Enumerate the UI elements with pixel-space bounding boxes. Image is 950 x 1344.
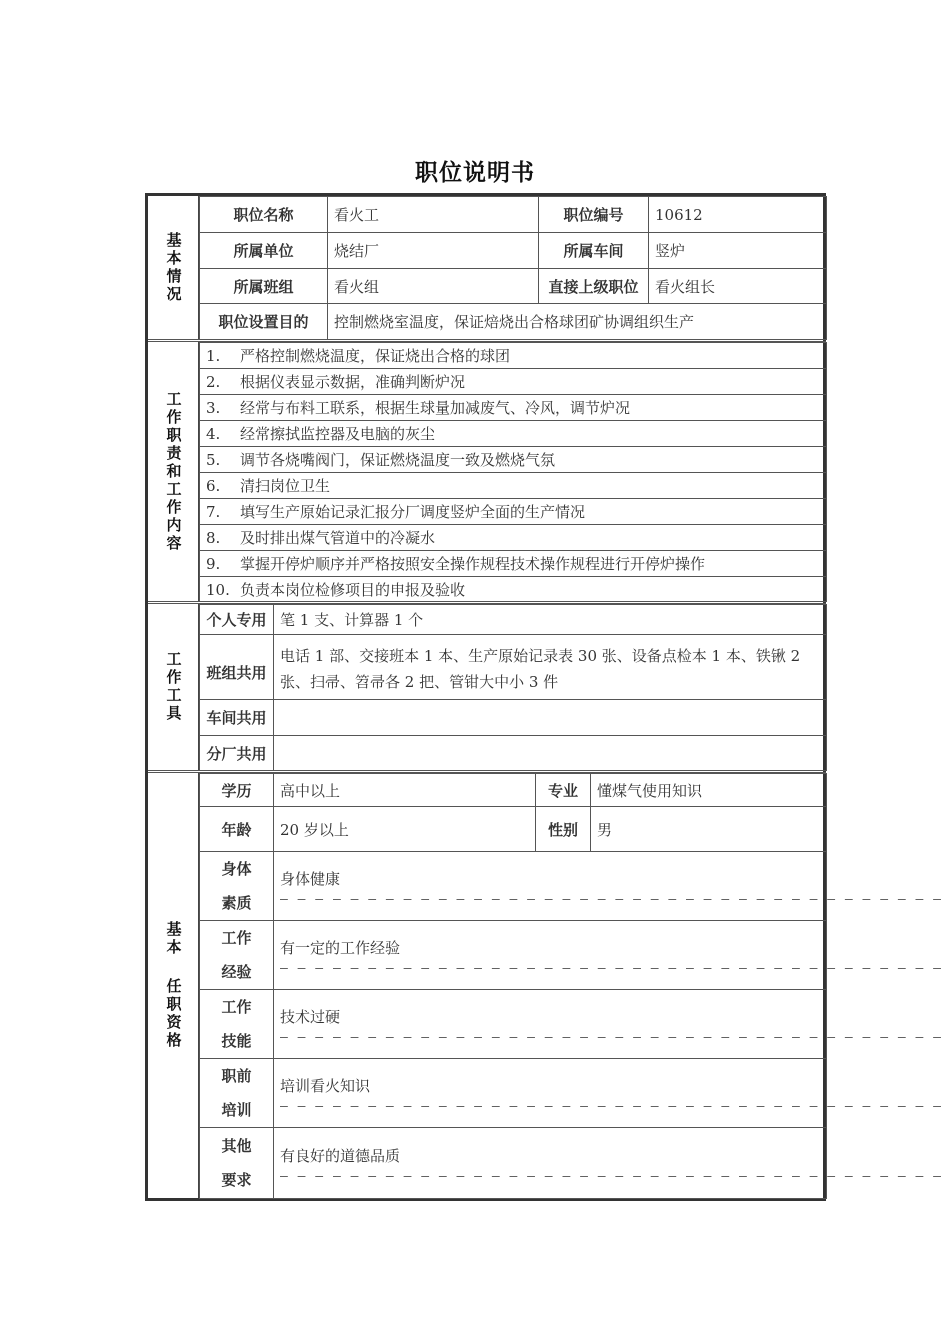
- basic-info-table: [199, 196, 827, 340]
- health-label: 身体 素质: [200, 852, 274, 921]
- duty-item: 10. 负责本岗位检修项目的申报及验收: [200, 577, 827, 602]
- duties-section: [148, 342, 826, 601]
- major-label: 专业: [536, 774, 591, 807]
- basic-info-section-label: 基本情况: [148, 196, 200, 339]
- experience-value: 有一定的工作经验 — — — — — — — — — — — — — — — — — — — — — — — — — — — — — — — — — — — — — —: [274, 921, 827, 990]
- personal-tools-value: 笔 1 支、计算器 1 个: [274, 605, 827, 635]
- duty-item: 2. 根据仪表显示数据，准确判断炉况: [200, 369, 827, 395]
- other-requirements-label: 其他 要求: [200, 1128, 274, 1199]
- dashed-rule: — — — — — — — — — — — — — — — — — — — — — — — — — — — — — — — — — — — — — —: [280, 1098, 942, 1114]
- age-value: 20 岁以上: [274, 807, 536, 852]
- duties-table: [199, 342, 827, 602]
- skills-label: 工作 技能: [200, 990, 274, 1059]
- plant-tools-label: 分厂共用: [200, 736, 274, 771]
- other-requirements-value: 有良好的道德品质 — — — — — — — — — — — — — — — — — — — — — — — — — — — — — — — — — — — — — —: [274, 1128, 827, 1199]
- experience-label: 工作 经验: [200, 921, 274, 990]
- team-tools-value: 电话 1 部、交接班本 1 本、生产原始记录表 30 张、设备点检本 1 本、铁锹 2 张、扫帚、笤帚各 2 把、管钳大中小 3 件: [274, 635, 827, 700]
- training-value: 培训看火知识 — — — — — — — — — — — — — — — — — — — — — — — — — — — — — — — — — — — — — —: [274, 1059, 827, 1128]
- education-value: 高中以上: [274, 774, 536, 807]
- duty-item: 4. 经常擦拭监控器及电脑的灰尘: [200, 421, 827, 447]
- duty-item: 6. 清扫岗位卫生: [200, 473, 827, 499]
- dashed-rule: — — — — — — — — — — — — — — — — — — — — — — — — — — — — — — — — — — — — — —: [280, 1168, 942, 1184]
- purpose-label: 职位设置目的: [200, 304, 328, 340]
- plant-tools-value: [274, 736, 827, 771]
- personal-tools-label: 个人专用: [200, 605, 274, 635]
- gender-label: 性别: [536, 807, 591, 852]
- position-code-label: 职位编号: [539, 197, 649, 233]
- unit-label: 所属单位: [200, 233, 328, 269]
- duty-item: 8. 及时排出煤气管道中的冷凝水: [200, 525, 827, 551]
- dashed-rule: — — — — — — — — — — — — — — — — — — — — — — — — — — — — — — — — — — — — — —: [280, 891, 942, 907]
- job-description-form: [145, 193, 942, 1201]
- duties-section-label: 工作职责和工作内容: [148, 342, 200, 601]
- position-code-value: 10612: [649, 197, 827, 233]
- major-value: 懂煤气使用知识: [591, 774, 827, 807]
- duty-item: 9. 掌握开停炉顺序并严格按照安全操作规程技术操作规程进行开停炉操作: [200, 551, 827, 577]
- team-label: 所属班组: [200, 269, 328, 304]
- skills-value: 技术过硬 — — — — — — — — — — — — — — — — — — — — — — — — — — — — — — — — — — — — — —: [274, 990, 827, 1059]
- workshop-value: 竖炉: [649, 233, 827, 269]
- team-tools-label: 班组共用: [200, 635, 274, 700]
- team-value: 看火组: [328, 269, 539, 304]
- duty-item: 5. 调节各烧嘴阀门，保证燃烧温度一致及燃烧气氛: [200, 447, 827, 473]
- qualifications-section-label: 基本 任职资格: [148, 773, 200, 1198]
- qualifications-table: [199, 773, 942, 1199]
- purpose-value: 控制燃烧室温度，保证焙烧出合格球团矿协调组织生产: [328, 304, 827, 340]
- duty-item: 7. 填写生产原始记录汇报分厂调度竖炉全面的生产情况: [200, 499, 827, 525]
- gender-value: 男: [591, 807, 827, 852]
- workshop-tools-value: [274, 700, 827, 736]
- education-label: 学历: [200, 774, 274, 807]
- health-value: 身体健康 — — — — — — — — — — — — — — — — — — — — — — — — — — — — — — — — — — — — — —: [274, 852, 827, 921]
- tools-section: [148, 604, 826, 770]
- tools-table: [199, 604, 827, 771]
- superior-value: 看火组长: [649, 269, 827, 304]
- qualifications-section: [148, 773, 942, 1198]
- training-label: 职前 培训: [200, 1059, 274, 1128]
- duty-item: 1. 严格控制燃烧温度，保证烧出合格的球团: [200, 343, 827, 369]
- position-name-label: 职位名称: [200, 197, 328, 233]
- workshop-tools-label: 车间共用: [200, 700, 274, 736]
- tools-section-label: 工作工具: [148, 604, 200, 770]
- position-name-value: 看火工: [328, 197, 539, 233]
- unit-value: 烧结厂: [328, 233, 539, 269]
- dashed-rule: — — — — — — — — — — — — — — — — — — — — — — — — — — — — — — — — — — — — — —: [280, 1029, 942, 1045]
- age-label: 年龄: [200, 807, 274, 852]
- dashed-rule: — — — — — — — — — — — — — — — — — — — — — — — — — — — — — — — — — — — — — —: [280, 960, 942, 976]
- document-title: 职位说明书: [415, 160, 535, 186]
- duty-item: 3. 经常与布料工联系，根据生球量加减废气、冷风，调节炉况: [200, 395, 827, 421]
- basic-info-section: [148, 196, 826, 339]
- workshop-label: 所属车间: [539, 233, 649, 269]
- superior-label: 直接上级职位: [539, 269, 649, 304]
